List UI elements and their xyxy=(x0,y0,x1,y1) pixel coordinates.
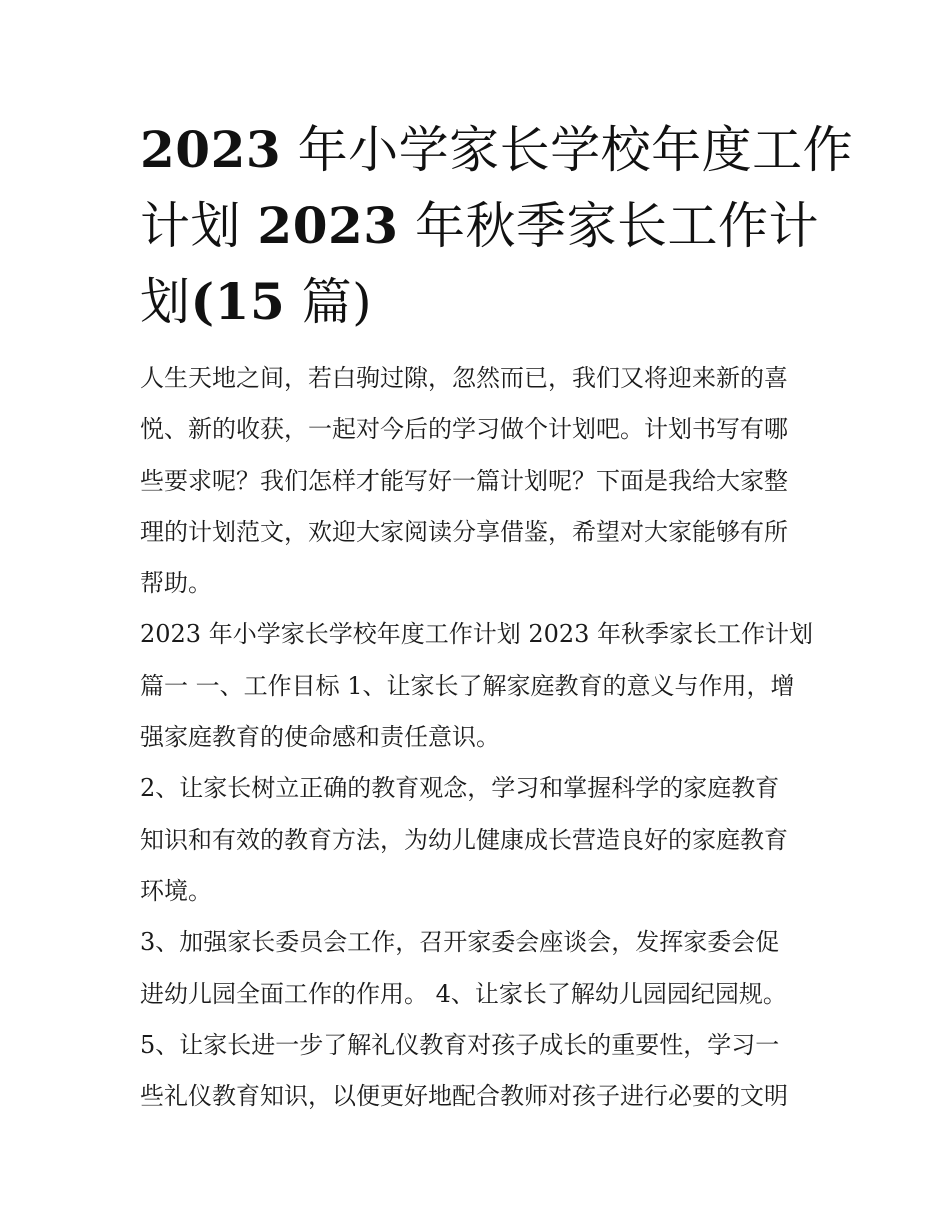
title-text: 年秋季家长工作计 xyxy=(414,197,819,255)
body-line: 篇一 一、工作目标 1、让家长了解家庭教育的意义与作用，增 xyxy=(140,671,795,700)
body-line: 理的计划范文，欢迎大家阅读分享借鉴，希望对大家能够有所 xyxy=(140,517,788,546)
title-line-1 xyxy=(140,112,854,188)
document-content xyxy=(140,112,854,1122)
document-body xyxy=(140,353,820,1122)
body-line: 强家庭教育的使命感和责任意识。 xyxy=(140,723,500,752)
title-text: 计划 xyxy=(140,197,241,255)
title-line-2 xyxy=(140,188,820,264)
body-line: 进幼儿园全面工作的作用。 4、让家长了解幼儿园园纪园规。 xyxy=(140,979,787,1008)
title-count: (15 xyxy=(190,272,286,331)
body-line: 环境。 xyxy=(140,876,212,905)
title-year: 2023 xyxy=(140,120,282,179)
body-line: 5、让家长进一步了解礼仪教育对孩子成长的重要性，学习一 xyxy=(140,1030,780,1059)
body-line: 些礼仪教育知识，以便更好地配合教师对孩子进行必要的文明 xyxy=(140,1082,788,1111)
body-line: 悦、新的收获，一起对今后的学习做个计划吧。计划书写有哪 xyxy=(140,415,788,444)
title-text: 划 xyxy=(140,273,191,331)
body-line: 些要求呢？我们怎样才能写好一篇计划呢？下面是我给大家整 xyxy=(140,466,788,495)
body-line: 2023 年小学家长学校年度工作计划 2023 年秋季家长工作计划 xyxy=(140,620,814,649)
title-text: 篇) xyxy=(301,273,373,331)
body-line: 人生天地之间，若白驹过隙，忽然而已，我们又将迎来新的喜 xyxy=(140,364,788,392)
title-text: 年小学家长学校年度工作 xyxy=(297,121,854,179)
title-line-3 xyxy=(140,264,820,340)
body-line: 2、让家长树立正确的教育观念，学习和掌握科学的家庭教育 xyxy=(140,774,780,803)
body-line: 3、加强家长委员会工作，召开家委会座谈会，发挥家委会促 xyxy=(140,928,780,957)
title-year: 2023 xyxy=(257,196,399,255)
body-line: 知识和有效的教育方法，为幼儿健康成长营造良好的家庭教育 xyxy=(140,825,788,854)
body-line: 帮助。 xyxy=(140,569,212,598)
document-title xyxy=(140,112,854,340)
